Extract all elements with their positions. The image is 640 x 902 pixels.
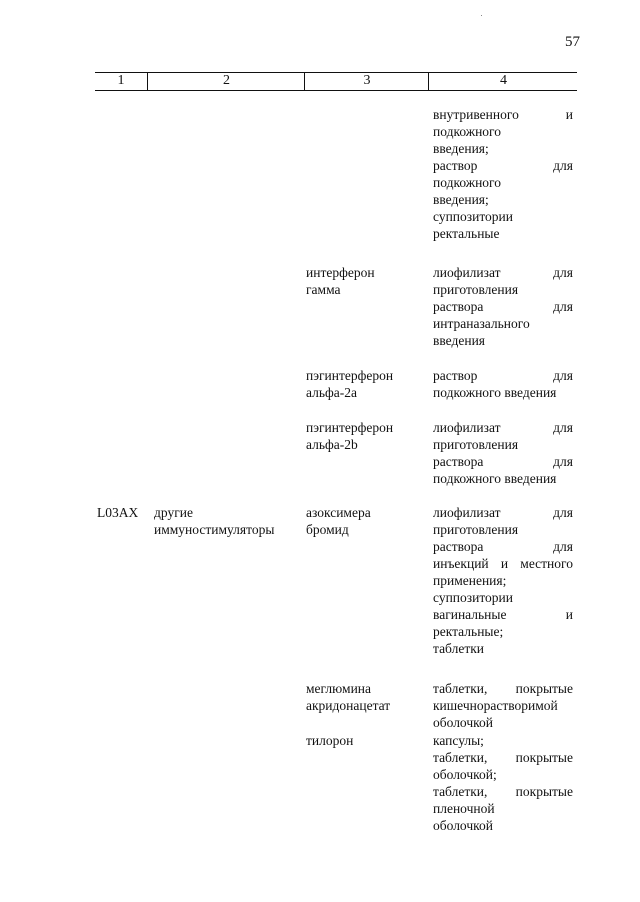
dosage-form-line — [433, 470, 573, 487]
drug-name — [306, 504, 424, 538]
dosage-form-line — [433, 538, 573, 555]
word: интраназального — [433, 316, 530, 331]
dosage-form-line — [433, 783, 573, 800]
dosage-form-line — [433, 697, 573, 714]
word: лиофилизат — [433, 505, 501, 520]
dosage-form-line — [433, 367, 573, 384]
dosage-form-line — [433, 800, 573, 817]
drug-name — [306, 264, 424, 298]
word: покрытые — [515, 750, 573, 765]
word: акридонацетат — [306, 698, 391, 713]
atc-group-name — [154, 504, 304, 538]
word: меглюмина — [306, 681, 372, 696]
word: альфа-2а — [306, 385, 357, 400]
word: тилорон — [306, 733, 354, 748]
drug-name-line — [306, 732, 424, 749]
word: применения; — [433, 573, 507, 588]
word: для — [553, 158, 573, 173]
page-number: 57 — [565, 34, 580, 50]
word: приготовления — [433, 437, 519, 452]
word: введения; — [433, 192, 489, 207]
dosage-form-line — [433, 191, 573, 208]
scan-speck — [481, 15, 482, 16]
word: введения; — [433, 141, 489, 156]
dosage-form — [433, 680, 573, 731]
header-col-1: 1 — [117, 73, 125, 88]
dosage-form-line — [433, 208, 573, 225]
word: и — [500, 556, 509, 571]
drug-name — [306, 419, 424, 453]
header-col-2: 2 — [147, 73, 305, 90]
word: подкожного — [433, 124, 501, 139]
header-col-4: 4 — [428, 73, 578, 90]
word: пленочной — [433, 801, 495, 816]
dosage-form-line — [433, 572, 573, 589]
table-header — [95, 72, 577, 91]
word: местного — [520, 556, 573, 571]
word: для — [553, 420, 573, 435]
word: для — [553, 454, 573, 469]
dosage-form-line — [433, 680, 573, 697]
word: инъекций — [433, 556, 489, 571]
word: пэгинтерферон — [306, 368, 394, 383]
drug-name — [306, 680, 424, 714]
atc-group-name-line — [154, 521, 304, 538]
dosage-form-line — [433, 453, 573, 470]
word: и — [565, 107, 573, 122]
atc-code-line — [97, 504, 152, 521]
dosage-form-line — [433, 225, 573, 242]
word: бромид — [306, 522, 349, 537]
word: оболочкой; — [433, 767, 497, 782]
dosage-form-line — [433, 264, 573, 281]
word: капсулы; — [433, 733, 484, 748]
word: внутривенного — [433, 107, 519, 122]
dosage-form — [433, 504, 573, 657]
word: кишечнорастворимой — [433, 698, 558, 713]
word: и — [565, 607, 573, 622]
word: L03AX — [97, 505, 139, 520]
dosage-form-line — [433, 106, 573, 123]
drug-name-line — [306, 697, 424, 714]
dosage-form-line — [433, 332, 573, 349]
word: раствора — [433, 454, 484, 469]
dosage-form-line — [433, 384, 573, 401]
word: для — [553, 505, 573, 520]
word: раствора — [433, 299, 484, 314]
word: суппозитории — [433, 590, 513, 605]
drug-name-line — [306, 680, 424, 697]
dosage-form-line — [433, 555, 573, 572]
word: покрытые — [515, 784, 573, 799]
dosage-form — [433, 367, 573, 401]
word: пэгинтерферон — [306, 420, 394, 435]
dosage-form-line — [433, 589, 573, 606]
dosage-form-line — [433, 157, 573, 174]
dosage-form-line — [433, 140, 573, 157]
dosage-form-line — [433, 606, 573, 623]
dosage-form-line — [433, 732, 573, 749]
dosage-form-line — [433, 123, 573, 140]
word: раствора — [433, 539, 484, 554]
dosage-form — [433, 419, 573, 487]
word: введения — [433, 333, 486, 348]
drug-name-line — [306, 281, 424, 298]
word: лиофилизат — [433, 265, 501, 280]
dosage-form-line — [433, 419, 573, 436]
dosage-form-line — [433, 623, 573, 640]
word: приготовления — [433, 282, 519, 297]
drug-name — [306, 732, 424, 749]
dosage-form-line — [433, 281, 573, 298]
drug-name-line — [306, 384, 424, 401]
word: подкожного введения — [433, 385, 557, 400]
word: гамма — [306, 282, 341, 297]
word: для — [553, 539, 573, 554]
word: суппозитории — [433, 209, 513, 224]
dosage-form-line — [433, 174, 573, 191]
word: ректальные; — [433, 624, 504, 639]
dosage-form-line — [433, 640, 573, 657]
dosage-form-line — [433, 714, 573, 731]
dosage-form-line — [433, 504, 573, 521]
word: оболочкой — [433, 818, 493, 833]
drug-name-line — [306, 264, 424, 281]
dosage-form — [433, 732, 573, 834]
word: таблетки, — [433, 784, 488, 799]
drug-name-line — [306, 436, 424, 453]
word: для — [553, 265, 573, 280]
word: для — [553, 368, 573, 383]
word: для — [553, 299, 573, 314]
word: приготовления — [433, 522, 519, 537]
drug-name-line — [306, 504, 424, 521]
drug-name-line — [306, 419, 424, 436]
dosage-form — [433, 264, 573, 349]
dosage-form-line — [433, 749, 573, 766]
word: ректальные — [433, 226, 500, 241]
word: иммуностимуляторы — [154, 522, 275, 537]
dosage-form-line — [433, 817, 573, 834]
word: азоксимера — [306, 505, 371, 520]
word: интерферон — [306, 265, 375, 280]
atc-group-name-line — [154, 504, 304, 521]
drug-name-line — [306, 521, 424, 538]
word: таблетки, — [433, 681, 488, 696]
word: таблетки — [433, 641, 485, 656]
drug-name — [306, 367, 424, 401]
drug-name-line — [306, 367, 424, 384]
dosage-form-line — [433, 315, 573, 332]
word: раствор — [433, 158, 478, 173]
word: лиофилизат — [433, 420, 501, 435]
word: таблетки, — [433, 750, 488, 765]
word: подкожного — [433, 175, 501, 190]
dosage-form-line — [433, 766, 573, 783]
word: оболочкой — [433, 715, 493, 730]
dosage-form — [433, 106, 573, 242]
word: покрытые — [515, 681, 573, 696]
word: другие — [154, 505, 193, 520]
word: вагинальные — [433, 607, 507, 622]
dosage-form-line — [433, 298, 573, 315]
word: раствор — [433, 368, 478, 383]
word: подкожного введения — [433, 471, 557, 486]
atc-code — [97, 504, 152, 521]
header-col-3: 3 — [304, 73, 429, 90]
dosage-form-line — [433, 521, 573, 538]
dosage-form-line — [433, 436, 573, 453]
word: альфа-2b — [306, 437, 358, 452]
